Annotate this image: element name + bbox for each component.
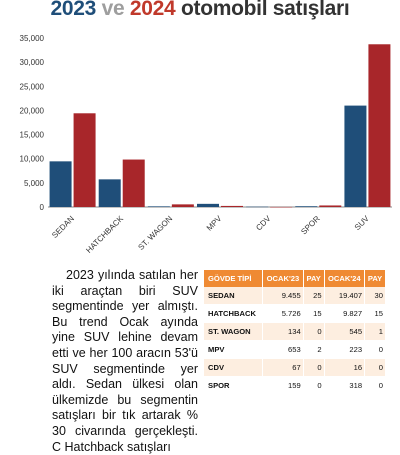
cell-ocak23: 134 — [263, 323, 304, 341]
cell-pay23: 0 — [303, 323, 324, 341]
y-tick-label: 20,000 — [19, 106, 44, 116]
sales-table — [204, 270, 386, 395]
table-row — [204, 305, 386, 323]
cell-name: SEDAN — [204, 287, 263, 305]
table-header-row — [204, 270, 386, 287]
cell-pay24: 15 — [365, 305, 386, 323]
bar-2024 — [319, 205, 341, 207]
table-row — [204, 323, 386, 341]
table-row — [204, 359, 386, 377]
bar-2024 — [74, 113, 96, 207]
header-pay24: PAY — [365, 270, 386, 287]
y-tick-label: 30,000 — [19, 58, 44, 68]
title-year-2024: 2024 — [129, 0, 176, 20]
x-tick-label: HATCHBACK — [84, 214, 126, 255]
cell-pay24: 0 — [365, 341, 386, 359]
cell-ocak24: 19.407 — [324, 287, 365, 305]
cell-ocak23: 9.455 — [263, 287, 304, 305]
x-tick-label: SPOR — [299, 214, 322, 237]
bar-2023 — [99, 179, 121, 207]
header-pay23: PAY — [303, 270, 324, 287]
cell-name: MPV — [204, 341, 263, 359]
cell-pay24: 0 — [365, 359, 386, 377]
title-ve: ve — [101, 0, 125, 20]
y-tick-label: 15,000 — [19, 130, 44, 140]
title-year-2023: 2023 — [50, 0, 97, 20]
x-tick-label: SUV — [352, 214, 371, 233]
table-row — [204, 377, 386, 395]
bar-chart — [0, 25, 400, 265]
x-tick-label: CDV — [254, 214, 273, 233]
cell-ocak24: 318 — [324, 377, 365, 395]
x-tick-label: ST. WAGON — [136, 214, 175, 252]
cell-name: ST. WAGON — [204, 323, 263, 341]
cell-ocak24: 16 — [324, 359, 365, 377]
y-tick-label: 35,000 — [19, 34, 44, 43]
cell-ocak23: 5.726 — [263, 305, 304, 323]
bar-2023 — [148, 206, 170, 207]
cell-pay24: 1 — [365, 323, 386, 341]
cell-ocak23: 653 — [263, 341, 304, 359]
y-tick-label: 0 — [39, 203, 44, 212]
cell-ocak24: 9.827 — [324, 305, 365, 323]
cell-ocak23: 159 — [263, 377, 304, 395]
article-body-text: 2023 yılında satılan her iki araçtan biri SUV segmentinde yer almıştı. Bu trend Ocak ayında yine SUV lehine devam etti ve her 100 aracın 53'ü SUV segmentinde yer aldı. Sedan ülkesi olan ülkemizde bu segmentin satışları bir tık artarak % 30 civarında gerçekleşti. C Hatchback satışları — [52, 268, 198, 454]
header-ocak24: OCAK'24 — [324, 270, 365, 287]
cell-name: SPOR — [204, 377, 263, 395]
cell-ocak24: 223 — [324, 341, 365, 359]
cell-name: HATCHBACK — [204, 305, 263, 323]
bar-2023 — [295, 206, 317, 207]
cell-pay24: 30 — [365, 287, 386, 305]
cell-name: CDV — [204, 359, 263, 377]
x-tick-label: SEDAN — [50, 214, 76, 240]
bar-2023 — [197, 204, 219, 207]
table-row — [204, 287, 386, 305]
cell-ocak24: 545 — [324, 323, 365, 341]
cell-pay23: 2 — [303, 341, 324, 359]
bar-2024 — [270, 207, 292, 208]
header-ocak23: OCAK'23 — [263, 270, 304, 287]
bar-2024 — [368, 44, 390, 207]
table-row — [204, 341, 386, 359]
y-tick-label: 25,000 — [19, 82, 44, 92]
bar-2023 — [50, 161, 72, 207]
bar-2024 — [123, 160, 145, 207]
y-tick-label: 10,000 — [19, 154, 44, 164]
bar-2024 — [172, 204, 194, 207]
bar-2023 — [246, 207, 268, 208]
x-tick-label: MPV — [204, 214, 224, 233]
header-govde-tipi: GÖVDE TİPİ — [204, 270, 263, 287]
y-tick-label: 5,000 — [23, 178, 44, 188]
chart-title — [0, 0, 400, 21]
cell-pay23: 15 — [303, 305, 324, 323]
cell-pay23: 0 — [303, 359, 324, 377]
bar-2023 — [344, 106, 366, 207]
title-rest: otomobil satışları — [181, 0, 350, 20]
cell-pay23: 25 — [303, 287, 324, 305]
cell-pay24: 0 — [365, 377, 386, 395]
cell-pay23: 0 — [303, 377, 324, 395]
bar-2024 — [221, 206, 243, 207]
cell-ocak23: 67 — [263, 359, 304, 377]
